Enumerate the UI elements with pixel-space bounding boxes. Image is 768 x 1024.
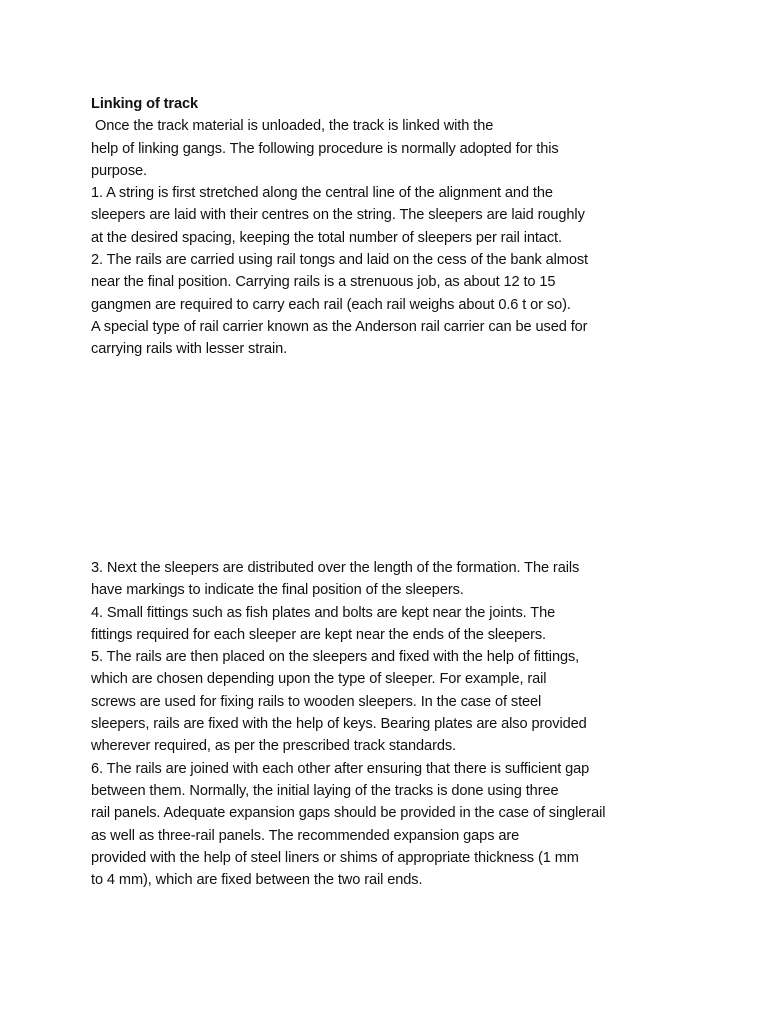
text-line: help of linking gangs. The following procedure is normally adopted for this bbox=[91, 140, 559, 157]
text-line: 3. Next the sleepers are distributed over the length of the formation. The rails bbox=[91, 560, 580, 576]
text-line: sleepers are laid with their centres on the string. The sleepers are laid roughly bbox=[91, 207, 585, 224]
text-line: provided with the help of steel liners or shims of appropriate thickness (1 mm bbox=[91, 849, 579, 866]
text-line: 1. A string is first stretched along the central line of the alignment and the bbox=[91, 185, 553, 202]
text-line: 5. The rails are then placed on the sleepers and fixed with the help of fittings, bbox=[91, 649, 580, 666]
text-line: gangmen are required to carry each rail (each rail weighs about 0.6 t or so). bbox=[91, 296, 571, 313]
text-line: have markings to indicate the final position of the sleepers. bbox=[91, 582, 464, 599]
text-line: A special type of rail carrier known as the Anderson rail carrier can be used for bbox=[91, 318, 588, 335]
text-line: fittings required for each sleeper are kept near the ends of the sleepers. bbox=[91, 626, 547, 643]
text-line: 6. The rails are joined with each other after ensuring that there is sufficient gap bbox=[91, 760, 590, 777]
text-line: rail panels. Adequate expansion gaps should be provided in the case of singlerail bbox=[91, 805, 606, 822]
text-line: screws are used for fixing rails to wooden sleepers. In the case of steel bbox=[91, 693, 542, 710]
text-line: 2. The rails are carried using rail tongs and laid on the cess of the bank almost bbox=[91, 252, 589, 269]
text-block-top bbox=[91, 93, 691, 361]
text-line: wherever required, as per the prescribed track standards. bbox=[91, 738, 457, 755]
text-line: carrying rails with lesser strain. bbox=[91, 341, 288, 358]
text-line: at the desired spacing, keeping the total number of sleepers per rail intact. bbox=[91, 229, 562, 246]
text-line: Once the track material is unloaded, the track is linked with the bbox=[91, 118, 494, 135]
text-line: as well as three-rail panels. The recommended expansion gaps are bbox=[91, 827, 520, 844]
text-line: which are chosen depending upon the type of sleeper. For example, rail bbox=[91, 671, 547, 688]
text-line: 4. Small fittings such as fish plates and bolts are kept near the joints. The bbox=[91, 604, 556, 621]
text-line: sleepers, rails are fixed with the help of keys. Bearing plates are also provided bbox=[91, 716, 587, 733]
text-block-bottom bbox=[91, 557, 691, 891]
text-line: purpose. bbox=[91, 162, 147, 179]
text-line: near the final position. Carrying rails is a strenuous job, as about 12 to 15 bbox=[91, 274, 556, 291]
text-line: to 4 mm), which are fixed between the two rail ends. bbox=[91, 872, 423, 889]
document-title: Linking of track bbox=[91, 96, 199, 112]
text-line: between them. Normally, the initial laying of the tracks is done using three bbox=[91, 782, 559, 799]
